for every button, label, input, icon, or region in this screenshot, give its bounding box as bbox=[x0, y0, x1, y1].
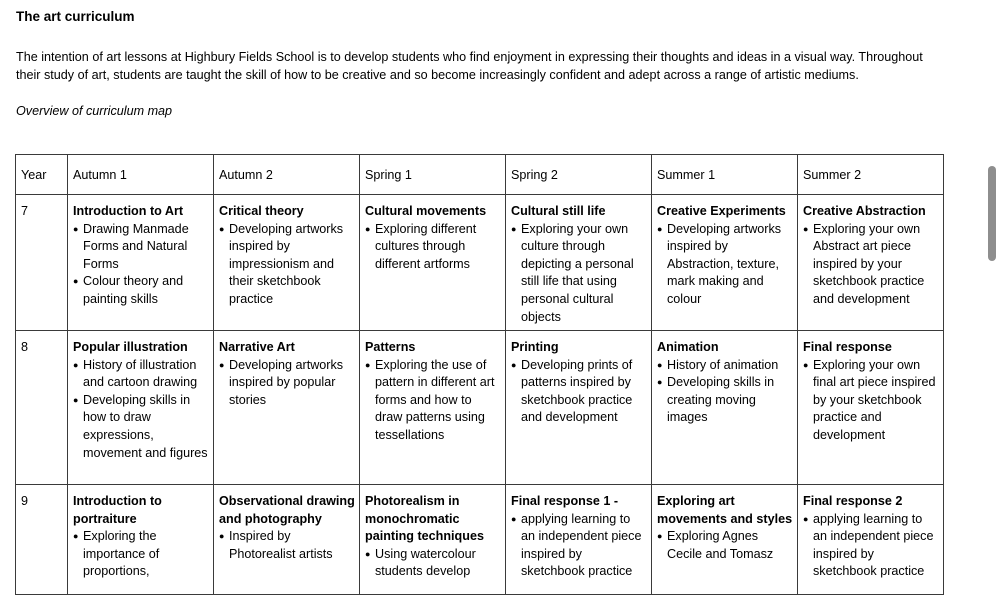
unit-cell bbox=[798, 195, 944, 331]
header-year: Year bbox=[16, 155, 68, 195]
year-cell: 9 bbox=[16, 485, 68, 595]
unit-heading: Creative Experiments bbox=[657, 204, 786, 218]
unit-cell bbox=[68, 331, 214, 485]
unit-cell bbox=[214, 195, 360, 331]
table-row bbox=[16, 195, 944, 331]
bullet-item: ● Exploring your own final art piece inspired by your sketchbook practice and development bbox=[803, 357, 939, 445]
unit-heading: Final response 2 bbox=[803, 494, 903, 508]
unit-heading: Creative Abstraction bbox=[803, 204, 926, 218]
unit-heading: Cultural still life bbox=[511, 204, 606, 218]
page-title: The art curriculum bbox=[16, 9, 135, 24]
bullet-item: ● Developing skills in how to draw expressions, movement and figures bbox=[73, 392, 209, 462]
unit-cell bbox=[360, 485, 506, 595]
unit-cell bbox=[214, 485, 360, 595]
bullet-item: ● Exploring your own culture through depicting a personal still life that using personal cultural objects bbox=[511, 221, 647, 327]
unit-heading: Final response bbox=[803, 340, 892, 354]
bullet-item: ● Exploring the use of pattern in different art forms and how to draw patterns using tessellations bbox=[365, 357, 501, 445]
overview-caption: Overview of curriculum map bbox=[16, 104, 173, 118]
intro-paragraph: The intention of art lessons at Highbury Fields School is to develop students who find enjoyment in expressing their thoughts and ideas in a visual way. Throughout their study of art, students are taught the skill of how to be creative and so become increasingly confident and adept across a range of artistic mediums. bbox=[16, 50, 923, 82]
unit-cell bbox=[798, 331, 944, 485]
unit-heading: Exploring art movements and styles bbox=[657, 494, 793, 526]
bullet-item: ● Using watercolour students develop bbox=[365, 546, 501, 581]
bullet-item: ● Developing artworks inspired by impressionism and their sketchbook practice bbox=[219, 221, 355, 309]
unit-cell bbox=[68, 195, 214, 331]
unit-cell bbox=[506, 331, 652, 485]
bullet-item: ● Developing skills in creating moving images bbox=[657, 374, 793, 427]
unit-heading: Photorealism in monochromatic painting techniques bbox=[365, 494, 484, 544]
header-summer-2: Summer 2 bbox=[798, 155, 944, 195]
unit-cell bbox=[652, 195, 798, 331]
bullet-item: ● Developing artworks inspired by Abstraction, texture, mark making and colour bbox=[657, 221, 793, 309]
header-summer-1: Summer 1 bbox=[652, 155, 798, 195]
header-autumn-1: Autumn 1 bbox=[68, 155, 214, 195]
unit-cell bbox=[214, 331, 360, 485]
unit-cell bbox=[506, 195, 652, 331]
unit-heading: Observational drawing and photography bbox=[219, 494, 355, 526]
unit-cell bbox=[652, 485, 798, 595]
bullet-item: ● Exploring the importance of proportions, bbox=[73, 528, 209, 581]
unit-cell bbox=[360, 331, 506, 485]
unit-cell bbox=[652, 331, 798, 485]
unit-cell bbox=[68, 485, 214, 595]
unit-cell bbox=[360, 195, 506, 331]
curriculum-map-table bbox=[15, 154, 944, 595]
unit-heading: Cultural movements bbox=[365, 204, 487, 218]
header-spring-2: Spring 2 bbox=[506, 155, 652, 195]
bullet-item: ● Developing prints of patterns inspired by sketchbook practice and development bbox=[511, 357, 647, 427]
unit-heading: Critical theory bbox=[219, 204, 304, 218]
unit-heading: Introduction to portraiture bbox=[73, 494, 162, 526]
document bbox=[16, 8, 951, 120]
unit-heading: Narrative Art bbox=[219, 340, 295, 354]
table-header-row bbox=[16, 155, 944, 195]
bullet-item: ● Developing artworks inspired by popular stories bbox=[219, 357, 355, 410]
unit-heading: Printing bbox=[511, 340, 559, 354]
bullet-item: ● History of animation bbox=[657, 357, 793, 375]
bullet-item: ● applying learning to an independent piece inspired by sketchbook practice bbox=[511, 511, 647, 581]
table-row bbox=[16, 331, 944, 485]
year-cell: 7 bbox=[16, 195, 68, 331]
unit-heading: Introduction to Art bbox=[73, 204, 184, 218]
scrollbar-thumb[interactable] bbox=[988, 166, 996, 261]
unit-heading: Final response 1 - bbox=[511, 494, 619, 508]
bullet-item: ● Exploring different cultures through different artforms bbox=[365, 221, 501, 274]
unit-cell bbox=[506, 485, 652, 595]
bullet-item: ● Drawing Manmade Forms and Natural Forms bbox=[73, 221, 209, 274]
header-autumn-2: Autumn 2 bbox=[214, 155, 360, 195]
unit-heading: Patterns bbox=[365, 340, 416, 354]
unit-heading: Popular illustration bbox=[73, 340, 188, 354]
unit-cell bbox=[798, 485, 944, 595]
bullet-item: ● Exploring your own Abstract art piece inspired by your sketchbook practice and development bbox=[803, 221, 939, 309]
bullet-item: ● applying learning to an independent piece inspired by sketchbook practice bbox=[803, 511, 939, 581]
unit-heading: Animation bbox=[657, 340, 719, 354]
bullet-item: ● Exploring Agnes Cecile and Tomasz bbox=[657, 528, 793, 563]
table-row bbox=[16, 485, 944, 595]
year-cell: 8 bbox=[16, 331, 68, 485]
bullet-item: ● Colour theory and painting skills bbox=[73, 273, 209, 308]
bullet-item: ● History of illustration and cartoon drawing bbox=[73, 357, 209, 392]
header-spring-1: Spring 1 bbox=[360, 155, 506, 195]
bullet-item: ● Inspired by Photorealist artists bbox=[219, 528, 355, 563]
